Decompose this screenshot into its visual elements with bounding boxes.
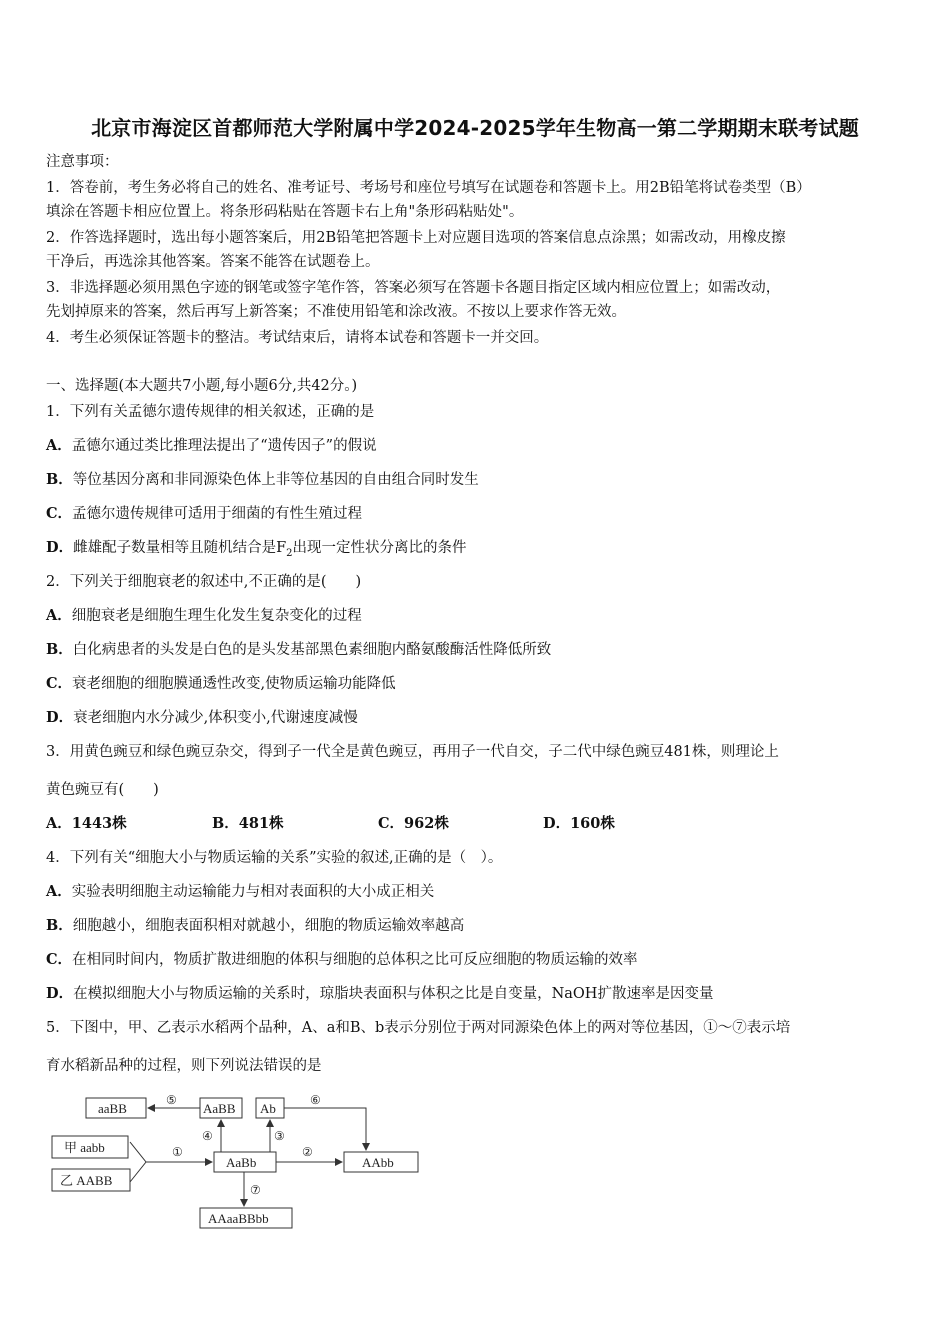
q3-option-d (543, 814, 615, 834)
q4-option-d (46, 984, 908, 1004)
option-text: 细胞越小，细胞表面积相对就越小，细胞的物质运输效率越高 (72, 918, 465, 934)
label-Ab: Ab (260, 1101, 276, 1116)
step-7: ⑦ (250, 1183, 261, 1197)
q3-option-a (46, 814, 127, 834)
subscript: 2 (286, 547, 293, 559)
label-AAbb: AAbb (362, 1155, 394, 1170)
notice-line-7: 4．考生必须保证答题卡的整洁。考试结束后，请将本试卷和答题卡一并交回。 (46, 330, 549, 346)
q4-option-c (46, 950, 908, 970)
label-AaBB: AaBB (203, 1101, 236, 1116)
q3-stem-line-2: 黄色豌豆有( ) (46, 782, 159, 798)
q5-stem-line-2: 育水稻新品种的过程，则下列说法错误的是 (46, 1058, 322, 1074)
q4-option-b (46, 916, 908, 936)
option-letter: A． (46, 883, 72, 900)
option-text: 1443株 (71, 815, 127, 832)
option-text: 衰老细胞内水分减少,体积变小,代谢速度减慢 (73, 710, 358, 726)
option-letter: C． (46, 951, 73, 968)
option-text: 孟德尔通过类比推理法提出了“遗传因子”的假说 (71, 438, 377, 454)
q1-stem: 1．下列有关孟德尔遗传规律的相关叙述，正确的是 (46, 404, 375, 420)
step-3: ③ (274, 1129, 285, 1143)
option-letter: B． (212, 815, 239, 832)
option-letter: B． (46, 471, 73, 488)
q2-option-b (46, 640, 908, 660)
option-letter: A． (46, 607, 72, 624)
q1-option-a (46, 436, 908, 456)
label-aaBB: aaBB (98, 1101, 127, 1116)
option-letter: C． (46, 505, 73, 522)
option-text: 雌雄配子数量相等且随机结合是F (73, 540, 287, 556)
option-text: 962株 (404, 815, 449, 832)
q2-option-c (46, 674, 908, 694)
option-text: 细胞衰老是细胞生理生化发生复杂变化的过程 (71, 608, 362, 624)
option-text: 481株 (238, 815, 284, 832)
option-letter: A． (46, 437, 72, 454)
q3-option-b (212, 814, 284, 834)
option-letter: B． (46, 917, 73, 934)
option-text: 孟德尔遗传规律可适用于细菌的有性生殖过程 (72, 506, 363, 522)
option-text: 衰老细胞的细胞膜通透性改变,使物质运输功能降低 (72, 676, 396, 692)
notice-line-4: 干净后，再选涂其他答案。答案不能答在试题卷上。 (46, 254, 380, 270)
q5-stem-line-1: 5．下图中，甲、乙表示水稻两个品种，A、a和B、b表示分别位于两对同源染色体上的两对等位基因，①～⑦表示培 (46, 1020, 791, 1036)
step-2: ② (302, 1145, 313, 1159)
step-4: ④ (202, 1129, 213, 1143)
section-heading: 一、选择题(本大题共7小题,每小题6分,共42分。) (46, 378, 358, 394)
label-AAaaBBbb: AAaaBBbb (208, 1211, 269, 1226)
notice-line-1: 1．答卷前，考生务必将自己的姓名、准考证号、考场号和座位号填写在试题卷和答题卡上。用2B铅笔将试卷类型（B） (46, 180, 811, 196)
option-text: 实验表明细胞主动运输能力与相对表面积的大小成正相关 (71, 884, 435, 900)
option-letter: A． (46, 815, 72, 832)
q3-stem-line-1: 3．用黄色豌豆和绿色豌豆杂交，得到子一代全是黄色豌豆，再用子一代自交，子二代中绿色豌豆481株，则理论上 (46, 744, 779, 760)
option-letter: D． (46, 709, 74, 726)
option-letter: D． (543, 815, 571, 832)
option-letter: D． (46, 539, 74, 556)
option-letter: C． (378, 815, 405, 832)
notice-line-6: 先划掉原来的答案，然后再写上新答案；不准使用铅笔和涂改液。不按以上要求作答无效。 (46, 304, 626, 320)
option-letter: D． (46, 985, 74, 1002)
option-text: 出现一定性状分离比的条件 (292, 540, 467, 556)
merge-bracket (130, 1142, 146, 1182)
option-letter: B． (46, 641, 73, 658)
option-text: 160株 (570, 815, 615, 832)
step-1: ① (172, 1145, 183, 1159)
label-AaBb: AaBb (226, 1155, 257, 1170)
q4-option-a (46, 882, 908, 902)
option-text: 在模拟细胞大小与物质运输的关系时，琼脂块表面积与体积之比是自变量，NaOH扩散速率是因变量 (73, 986, 714, 1002)
notice-line-3: 2．作答选择题时，选出每小题答案后，用2B铅笔把答题卡上对应题目选项的答案信息点涂黑；如需改动，用橡皮擦 (46, 230, 786, 246)
notice-line-2: 填涂在答题卡相应位置上。将条形码粘贴在答题卡右上角"条形码粘贴处"。 (46, 204, 524, 220)
q1-option-b (46, 470, 908, 490)
label-yi: 乙 AABB (60, 1173, 113, 1188)
page-title: 北京市海淀区首都师范大学附属中学2024-2025学年生物高一第二学期期末联考试题 (91, 116, 859, 140)
option-text: 白化病患者的头发是白色的是头发基部黑色素细胞内酪氨酸酶活性降低所致 (72, 642, 552, 658)
q3-option-c (378, 814, 449, 834)
q1-option-c (46, 504, 908, 524)
option-text: 等位基因分离和非同源染色体上非等位基因的自由组合同时发生 (72, 472, 479, 488)
step-5: ⑤ (166, 1093, 177, 1107)
option-text: 在相同时间内，物质扩散进细胞的体积与细胞的总体积之比可反应细胞的物质运输的效率 (72, 952, 638, 968)
arrow-6 (284, 1108, 366, 1150)
q2-option-a (46, 606, 908, 626)
notice-line-5: 3．非选择题必须用黑色字迹的钢笔或签字笔作答，答案必须写在答题卡各题目指定区域内相应位置上；如需改动， (46, 280, 781, 296)
q2-stem: 2．下列关于细胞衰老的叙述中,不正确的是( ) (46, 574, 362, 590)
step-6: ⑥ (310, 1093, 321, 1107)
q4-stem: 4．下列有关“细胞大小与物质运输的关系”实验的叙述,正确的是（ ）。 (46, 850, 503, 866)
notice-heading: 注意事项： (46, 154, 119, 170)
breeding-diagram (48, 1092, 428, 1232)
option-letter: C． (46, 675, 73, 692)
q2-option-d (46, 708, 908, 728)
q1-option-d (46, 538, 908, 564)
label-jia: 甲 aabb (64, 1140, 105, 1155)
